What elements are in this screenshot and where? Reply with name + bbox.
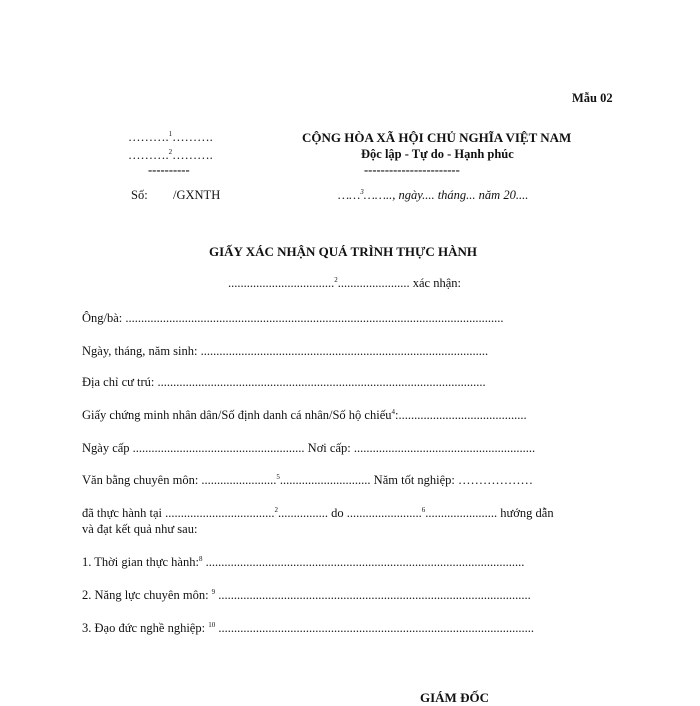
field-qualification [82,473,533,488]
footnote-ref: 4 [391,407,395,416]
footnote-ref: 2 [274,505,279,514]
confirm-text: ....................... xác nhận: [337,276,461,290]
place-and-date [338,188,528,203]
org1-dots: ………. [128,130,169,144]
country-name: CỘNG HÒA XÃ HỘI CHỦ NGHĨA VIỆT NAM [302,130,572,145]
entity-dots: .................................. [228,276,335,290]
id-doc-label: Giấy chứng minh nhân dân/Số định danh cá nhân/Số hộ chiếu [82,408,392,422]
field-full-name: Ông/bà: ......................................................................................................................... [82,311,504,325]
practice-a: đã thực hành tại ................................... [82,506,275,520]
org1-dots-tail: ………. [172,130,213,144]
field-professional-competence [82,588,531,603]
field-practice-duration [82,555,524,570]
national-motto: Độc lập - Tự do - Hạnh phúc [361,147,514,161]
form-code: Mẫu 02 [572,91,613,105]
field-issue-date-place: Ngày cấp ....................................................... Nơi cấp: .......................................................... [82,441,536,455]
field-id-document [82,408,527,423]
field-date-of-birth: Ngày, tháng, năm sinh: ............................................................................................ [82,344,489,358]
date-text: …….., ngày.... tháng... năm 20.... [363,188,529,202]
place-dots: …… [338,188,361,202]
left-header-rule: ---------- [148,163,190,177]
duration-dots: ...................................................................................................... [202,555,525,569]
footnote-ref: 5 [276,472,280,481]
footnote-ref: 2 [334,275,338,284]
duration-label: 1. Thời gian thực hành: [82,555,199,569]
field-address: Địa chỉ cư trú: ......................................................................................................... [82,375,486,389]
org2-dots-tail: ………. [172,148,213,162]
document-number-suffix: /GXNTH [173,188,221,202]
qualification-label: Văn bằng chuyên môn: ........................ [82,473,277,487]
document-number-label: Số: [131,188,148,202]
ethics-label: 3. Đạo đức nghề nghiệp: [82,621,209,635]
results-intro: và đạt kết quả như sau: [82,522,198,536]
organization-line-2 [128,148,213,163]
footnote-ref: 1 [168,129,173,138]
signature-title: GIÁM ĐỐC [420,690,489,705]
practice-b: ................ do ........................ [278,506,422,520]
practice-c: ....................... hướng dẫn [425,506,554,520]
footnote-ref: 9 [211,587,216,596]
footnote-ref: 6 [421,505,426,514]
ethics-dots: ..................................................................................................... [215,621,534,635]
competence-label: 2. Năng lực chuyên môn: [82,588,212,602]
footnote-ref: 8 [198,554,203,563]
footnote-ref: 2 [168,147,173,156]
footnote-ref: 10 [208,620,216,629]
field-practice-place [82,506,554,521]
right-header-rule: ----------------------- [364,163,460,177]
footnote-ref: 3 [360,187,364,196]
org2-dots: ………. [128,148,169,162]
confirming-entity-line [228,276,461,291]
id-doc-dots: :......................................... [395,408,527,422]
organization-line-1 [128,130,213,145]
document-title: GIẤY XÁC NHẬN QUÁ TRÌNH THỰC HÀNH [209,244,477,259]
competence-dots: .................................................................................................... [215,588,531,602]
qualification-tail: ............................. Năm tốt nghiệp: ……………… [279,473,534,487]
field-professional-ethics [82,621,534,636]
